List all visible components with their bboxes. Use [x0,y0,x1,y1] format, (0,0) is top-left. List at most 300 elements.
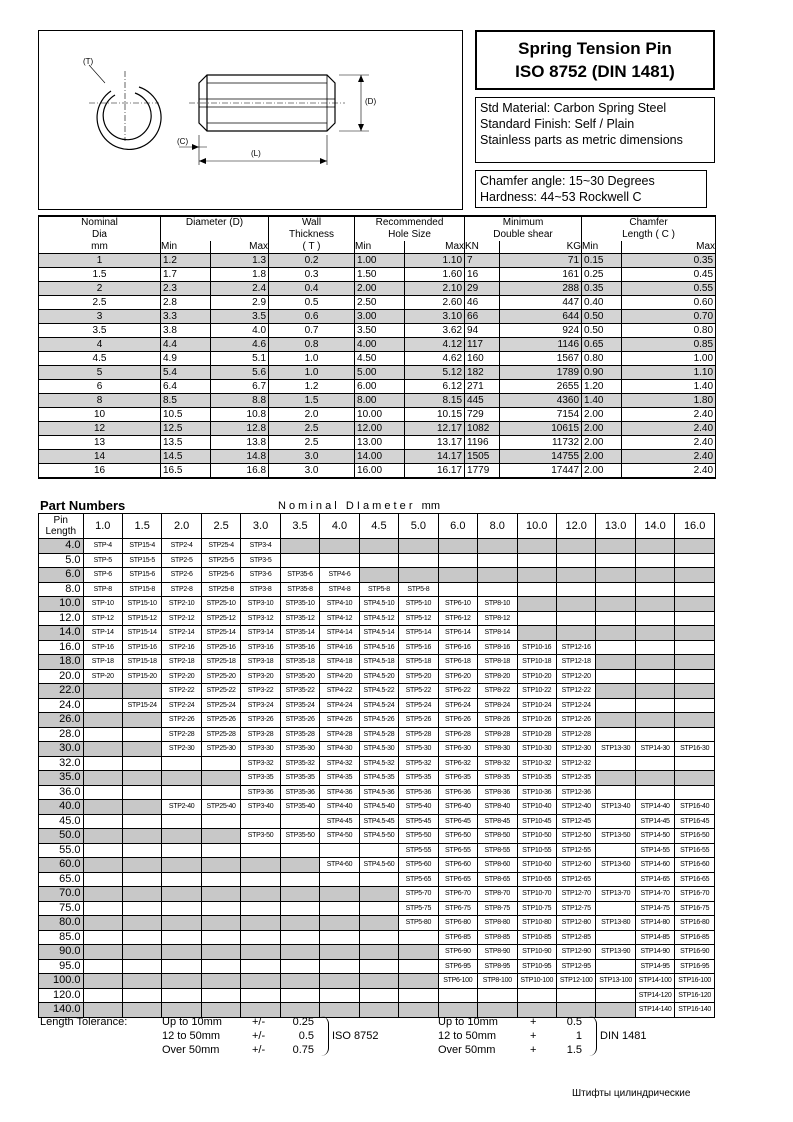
part-number-cell [122,771,161,786]
part-number-cell [83,930,122,945]
part-number-cell [596,988,635,1003]
part-number-cell [122,814,161,829]
nominal-diameter-caption: N o m i n a l D I a m e t e r mm [278,500,440,512]
spec-cell: 10.15 [405,408,465,422]
part-number-cell [241,814,280,829]
part-number-cell: STP10-36 [517,785,556,800]
spec-cell: 71 [500,254,582,268]
part-number-cell [635,553,674,568]
spec-cell: 2.10 [405,282,465,296]
pin-length: 10.0 [39,597,84,612]
spec-cell: 3.3 [161,310,211,324]
part-number-cell: STP6-50 [438,829,477,844]
part-number-cell [556,553,595,568]
part-number-cell: STP3-20 [241,669,280,684]
part-number-cell: STP4.5-18 [359,655,398,670]
dia-header: 1.0 [83,514,122,539]
spec-cell: 0.65 [582,338,622,352]
spec-table [38,215,716,479]
part-row [39,611,715,626]
part-number-cell: STP12-28 [556,727,595,742]
part-row [39,800,715,815]
part-number-cell: STP16-140 [675,1003,715,1018]
spec-cell: 4.5 [39,352,161,366]
part-number-cell: STP25-22 [201,684,240,699]
part-number-cell: STP8-85 [478,930,517,945]
tolerance-row: Up to 10mm + 0.5 [438,1016,582,1028]
part-number-cell: STP-20 [83,669,122,684]
pin-length: 100.0 [39,974,84,989]
part-number-cell: STP15-18 [122,655,161,670]
part-number-cell: STP4.5-12 [359,611,398,626]
part-number-cell: STP15-16 [122,640,161,655]
part-number-cell [122,684,161,699]
pin-length: 12.0 [39,611,84,626]
part-row [39,814,715,829]
part-number-cell [320,901,359,916]
part-number-cell: STP6-28 [438,727,477,742]
part-number-cell: STP35-50 [280,829,319,844]
pin-length: 40.0 [39,800,84,815]
part-number-cell: STP4-14 [320,626,359,641]
spec-cell: 1 [39,254,161,268]
part-number-cell: STP6-100 [438,974,477,989]
part-number-cell [83,858,122,873]
pin-length: 4.0 [39,539,84,554]
part-number-cell: STP3-26 [241,713,280,728]
din-brace [586,1016,597,1056]
part-number-cell [635,771,674,786]
spec-cell: 1.7 [161,268,211,282]
part-number-cell: STP13-70 [596,887,635,902]
part-number-cell: STP10-22 [517,684,556,699]
part-number-cell: STP5-8 [359,582,398,597]
part-number-cell: STP16-65 [675,872,715,887]
part-number-cell: STP3-5 [241,553,280,568]
spec-cell: 271 [465,380,500,394]
dia-header: 4.5 [359,514,398,539]
spec-cell: 3.8 [161,324,211,338]
part-number-cell: STP12-36 [556,785,595,800]
pin-length-header: Pin Length [39,514,84,539]
part-number-cell: STP4-35 [320,771,359,786]
part-number-cell [399,988,438,1003]
part-number-cell [122,829,161,844]
part-number-cell [359,872,398,887]
part-number-cell: STP8-22 [478,684,517,699]
part-number-cell: STP12-90 [556,945,595,960]
part-number-cell: STP10-20 [517,669,556,684]
part-number-cell [320,539,359,554]
d-label: (D) [365,97,377,106]
part-number-cell: STP4.5-24 [359,698,398,713]
part-number-cell: STP13-100 [596,974,635,989]
spec-row [39,296,716,310]
spec-cell: 2.4 [211,282,269,296]
spec-cell: 0.45 [622,268,716,282]
part-number-cell: STP8-75 [478,901,517,916]
part-number-cell: STP5-30 [399,742,438,757]
chamfer-sub: Length ( C ) [582,229,716,241]
part-number-cell: STP6-60 [438,858,477,873]
part-number-cell [478,553,517,568]
pin-length: 120.0 [39,988,84,1003]
part-number-cell: STP14-90 [635,945,674,960]
part-number-cell: STP10-85 [517,930,556,945]
spec-cell: 2.00 [582,436,622,450]
part-number-cell: STP10-24 [517,698,556,713]
part-number-cell: STP6-75 [438,901,477,916]
spec-row [39,450,716,464]
part-number-cell: STP3-32 [241,756,280,771]
part-number-cell [122,988,161,1003]
part-number-cell: STP35-14 [280,626,319,641]
part-number-cell: STP-18 [83,655,122,670]
part-number-cell: STP12-18 [556,655,595,670]
part-number-cell: STP35-20 [280,669,319,684]
part-number-cell: STP2-6 [162,568,201,583]
part-number-cell: STP6-32 [438,756,477,771]
part-number-cell: STP10-18 [517,655,556,670]
part-number-cell [280,843,319,858]
part-number-cell: STP25-10 [201,597,240,612]
part-number-cell [517,626,556,641]
iso-tolerance [162,1016,322,1058]
spec-cell: 13.8 [211,436,269,450]
part-number-cell: STP25-12 [201,611,240,626]
spec-cell: 160 [465,352,500,366]
part-number-cell: STP35-24 [280,698,319,713]
part-row [39,988,715,1003]
part-number-cell: STP8-12 [478,611,517,626]
part-number-cell [517,988,556,1003]
shear-header: Minimum [465,216,582,229]
part-number-cell: STP10-60 [517,858,556,873]
part-number-cell [399,1003,438,1018]
part-number-cell [241,843,280,858]
part-number-cell: STP8-45 [478,814,517,829]
finish-line: Standard Finish: Self / Plain [480,117,635,131]
part-number-cell [83,800,122,815]
part-number-cell: STP5-65 [399,872,438,887]
nominal-unit: mm [39,241,161,254]
pin-length: 35.0 [39,771,84,786]
part-number-cell: STP14-120 [635,988,674,1003]
part-number-cell: STP16-30 [675,742,715,757]
part-number-cell [635,611,674,626]
part-row [39,713,715,728]
part-number-cell [635,785,674,800]
part-number-cell [280,930,319,945]
part-number-cell: STP12-65 [556,872,595,887]
part-number-cell: STP2-26 [162,713,201,728]
part-number-cell [556,611,595,626]
spec-cell: 16 [465,268,500,282]
part-number-cell: STP4-8 [320,582,359,597]
part-number-cell: STP4.5-45 [359,814,398,829]
spec-cell: 0.35 [582,282,622,296]
part-number-cell [596,1003,635,1018]
part-number-cell [675,597,715,612]
part-number-cell: STP35-28 [280,727,319,742]
part-number-cell: STP-12 [83,611,122,626]
part-number-cell [596,698,635,713]
spec-cell: 8.5 [161,394,211,408]
spec-cell: 10.00 [355,408,405,422]
part-number-cell: STP14-75 [635,901,674,916]
part-number-cell [162,756,201,771]
part-number-cell: STP10-26 [517,713,556,728]
spec-cell: 3.10 [405,310,465,324]
part-number-cell: STP16-45 [675,814,715,829]
part-number-cell [201,988,240,1003]
part-number-cell: STP8-95 [478,959,517,974]
part-number-cell: STP16-85 [675,930,715,945]
part-number-cell [438,988,477,1003]
part-number-cell: STP8-60 [478,858,517,873]
part-number-cell: STP4-36 [320,785,359,800]
spec-cell: 1196 [465,436,500,450]
spec-cell: 182 [465,366,500,380]
part-number-cell: STP5-35 [399,771,438,786]
part-number-cell: STP4-28 [320,727,359,742]
part-number-cell [635,727,674,742]
part-number-cell [83,959,122,974]
part-number-cell [83,785,122,800]
dia-header: 10.0 [517,514,556,539]
part-number-cell [162,887,201,902]
pin-length: 45.0 [39,814,84,829]
part-number-cell: STP16-80 [675,916,715,931]
part-number-cell: STP5-18 [399,655,438,670]
pin-length: 55.0 [39,843,84,858]
part-number-cell [162,872,201,887]
spec-cell: 11732 [500,436,582,450]
dia-header: 4.0 [320,514,359,539]
spec-cell: 4360 [500,394,582,408]
part-number-cell [320,974,359,989]
spec-cell: 4.6 [211,338,269,352]
part-number-cell [675,553,715,568]
spec-cell: 1.8 [211,268,269,282]
spec-cell: 1.0 [269,366,355,380]
spec-cell: 2.00 [355,282,405,296]
part-number-cell: STP35-10 [280,597,319,612]
spec-cell: 13.00 [355,436,405,450]
spec-cell: 2.5 [269,436,355,450]
part-number-cell [201,829,240,844]
pin-drawing [39,31,462,209]
spec-cell: 1.2 [269,380,355,394]
spec-row [39,282,716,296]
part-number-cell: STP8-55 [478,843,517,858]
part-number-cell [201,1003,240,1018]
part-number-cell: STP15-4 [122,539,161,554]
part-number-cell [478,1003,517,1018]
part-number-cell: STP6-36 [438,785,477,800]
spec-cell: 3.0 [269,464,355,479]
part-number-cell: STP16-100 [675,974,715,989]
part-number-cell [320,916,359,931]
part-number-cell: STP6-80 [438,916,477,931]
spec-cell: 12.8 [211,422,269,436]
part-number-cell [162,930,201,945]
part-number-cell: STP13-30 [596,742,635,757]
part-number-cell [675,698,715,713]
part-number-cell: STP6-90 [438,945,477,960]
part-number-cell [122,713,161,728]
part-number-cell: STP3-28 [241,727,280,742]
part-number-cell [359,974,398,989]
part-number-cell [596,611,635,626]
part-number-cell [596,597,635,612]
part-number-cell [241,872,280,887]
dia-header: 3.5 [280,514,319,539]
spec-cell: 2.3 [161,282,211,296]
part-number-cell: STP8-70 [478,887,517,902]
part-row [39,1003,715,1018]
spec-cell: 3.00 [355,310,405,324]
part-number-cell [478,539,517,554]
part-number-cell [438,539,477,554]
pin-length: 20.0 [39,669,84,684]
part-number-cell: STP13-90 [596,945,635,960]
part-number-cell: STP3-35 [241,771,280,786]
part-number-cell: STP8-80 [478,916,517,931]
part-number-cell [517,597,556,612]
diameter-header: Diameter (D) [161,216,269,229]
part-number-cell: STP6-65 [438,872,477,887]
part-number-cell [162,974,201,989]
hole-min: Min [355,241,405,254]
part-number-cell: STP6-45 [438,814,477,829]
part-number-cell [162,829,201,844]
part-number-cell [359,945,398,960]
part-number-cell: STP8-50 [478,829,517,844]
part-number-cell [201,887,240,902]
part-number-cell [438,553,477,568]
spec-row [39,352,716,366]
part-number-cell [201,771,240,786]
part-number-cell: STP4.5-16 [359,640,398,655]
part-row [39,626,715,641]
part-number-cell: STP8-36 [478,785,517,800]
part-number-cell: STP6-85 [438,930,477,945]
spec-cell: 4.0 [211,324,269,338]
part-number-cell: STP12-50 [556,829,595,844]
part-number-cell: STP6-30 [438,742,477,757]
pin-length: 90.0 [39,945,84,960]
part-number-cell [162,959,201,974]
title-line-1: Spring Tension Pin [518,39,672,58]
part-number-cell: STP4.5-32 [359,756,398,771]
part-number-cell: STP5-10 [399,597,438,612]
spec-cell: 12.00 [355,422,405,436]
part-number-cell: STP6-35 [438,771,477,786]
part-number-cell [241,974,280,989]
part-number-cell: STP-6 [83,568,122,583]
part-number-cell [83,742,122,757]
spec-row [39,464,716,479]
drawing-panel [38,30,463,210]
part-number-cell: STP16-50 [675,829,715,844]
part-number-cell [122,901,161,916]
part-number-cell: STP15-12 [122,611,161,626]
wall-sub: Thickness [269,229,355,241]
spec-row [39,380,716,394]
part-number-cell: STP4.5-50 [359,829,398,844]
spec-cell: 5.00 [355,366,405,380]
part-number-cell [517,1003,556,1018]
spec-cell: 0.60 [622,296,716,310]
pin-length: 8.0 [39,582,84,597]
part-number-cell: STP5-50 [399,829,438,844]
part-number-cell [596,568,635,583]
part-number-cell: STP10-80 [517,916,556,931]
part-number-cell: STP5-24 [399,698,438,713]
part-number-cell: STP5-75 [399,901,438,916]
part-number-cell: STP3-6 [241,568,280,583]
shear-kg: KG [500,241,582,254]
pin-length: 95.0 [39,959,84,974]
part-number-cell [320,959,359,974]
hole-max: Max [405,241,465,254]
spec-cell: 117 [465,338,500,352]
part-number-cell: STP8-16 [478,640,517,655]
spec-cell: 1.0 [269,352,355,366]
spec-row [39,366,716,380]
part-number-cell: STP4-24 [320,698,359,713]
spec-cell: 12 [39,422,161,436]
part-number-cell [280,974,319,989]
part-number-cell [635,655,674,670]
part-row [39,785,715,800]
spec-cell: 16.8 [211,464,269,479]
part-number-cell: STP35-22 [280,684,319,699]
part-number-cell [83,698,122,713]
part-number-cell [201,843,240,858]
part-number-cell: STP35-30 [280,742,319,757]
part-number-cell [478,988,517,1003]
part-number-cell: STP15-24 [122,698,161,713]
part-number-cell [122,785,161,800]
spec-cell: 1146 [500,338,582,352]
part-number-cell: STP12-26 [556,713,595,728]
part-row [39,887,715,902]
part-number-cell: STP3-24 [241,698,280,713]
spec-cell: 2.60 [405,296,465,310]
spec-cell: 2.5 [39,296,161,310]
spec-cell: 0.70 [622,310,716,324]
part-number-table [38,513,715,1018]
spec-cell: 0.5 [269,296,355,310]
part-number-cell: STP2-18 [162,655,201,670]
part-number-cell [556,597,595,612]
c-label: (C) [177,137,189,146]
part-number-cell: STP4.5-36 [359,785,398,800]
part-number-cell: STP13-80 [596,916,635,931]
part-number-cell: STP5-60 [399,858,438,873]
part-number-cell: STP5-32 [399,756,438,771]
part-number-cell: STP12-20 [556,669,595,684]
spec-cell: 12.5 [161,422,211,436]
part-number-cell: STP12-30 [556,742,595,757]
part-number-cell [517,582,556,597]
part-number-cell: STP15-14 [122,626,161,641]
dia-header: 5.0 [399,514,438,539]
part-number-cell [675,684,715,699]
part-row [39,539,715,554]
